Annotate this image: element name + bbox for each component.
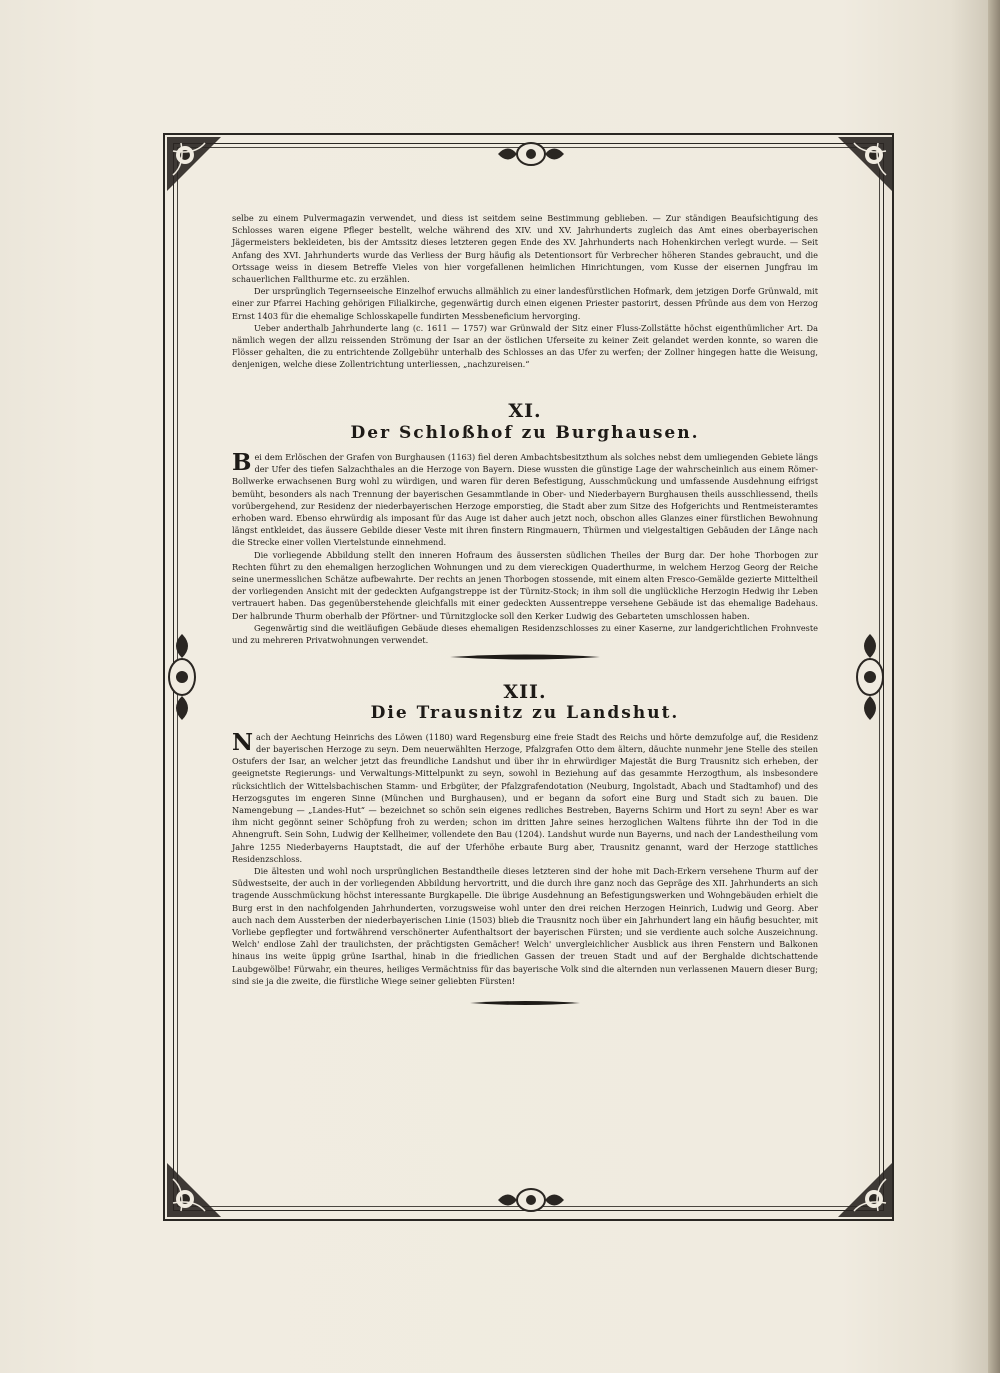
section-xii-heading: Die Trausnitz zu Landshut.: [370, 702, 680, 723]
section-xii-dropcap: N: [232, 728, 254, 756]
frame-ornament-top: [496, 137, 566, 171]
closing-rule-ornament: [470, 999, 580, 1007]
section-xi-paragraph-3: Gegenwärtig sind die weitläufigen Gebäude dieses ehemaligen Residenzschlosses zu einer Kaserne, zur landgerichtlichen Frohnveste und zu mehreren Privatwohnungen verwendet.: [232, 622, 818, 646]
corner-ornament-top-right: [836, 135, 894, 193]
section-xii-paragraph-2: Die ältesten und wohl noch ursprünglichen Bestandtheile dieses letzteren sind der hohe mit Dach-Erkern versehene Thurm auf der Südwestseite, der auch in der vorliegenden Abbildung hervortritt, und die durch ihre ganz noch das Gepräge des XII. Jahrhunderts an sich tragende Ausschmückung höchst interessante Burgkapelle. Die übrige Ausdehnung an Befestigungswerken und Wohngebäuden erhielt die Burg erst in den nachfolgenden Jahrhunderten, vorzugsweise wohl unter den drei reichen Herzogen Heinrich, Ludwig und Georg. Aber auch nach dem Aussterben der niederbayerischen Linie (1503) blieb die Trausnitz noch über ein Jahrhundert lang ein häufig besuchter, mit Vorliebe gepflegter und fortwährend verschönerter Aufenthaltsort der bayerischen Fürsten; und sie verdiente auch solche Auszeichnung. Welch' endlose Zahl der traulichsten, der prächtigsten Gemächer! Welch' unvergleichlicher Ausblick aus ihren Fenstern und Balkonen hinaus ins weite üppig grüne Isarthal, hinab in die friedlichen Gassen der treuen Stadt und auf der Berghalde dichtschattende Laubgewölbe! Fürwahr, ein theures, heiliges Vermächtniss für das bayerische Volk sind die alternden nun verlassenen Mauern dieser Burg; sind sie ja die zweite, die fürstliche Wiege seiner geliebten Fürsten!: [232, 865, 818, 986]
frame-ornament-right: [848, 632, 892, 722]
corner-ornament-bottom-left: [165, 1161, 223, 1219]
section-xii-first-paragraph: [232, 728, 818, 865]
section-xii-numeral: XII.: [503, 681, 547, 704]
intro-paragraph-2: Der ursprünglich Tegernseeische Einzelhof erwuchs allmählich zu einer landesfürstlichen Hofmark, dem jetzigen Dorfe Grünwald, mit einer zur Pfarrei Haching gehörigen Filialkirche, gegenwärtig durch einen eigenen Priester pastorirt, dessen Pfründe aus dem von Herzog Ernst 1403 für die ehemalige Schlosskapelle fundirten Messbeneficium hervorging.: [232, 286, 818, 321]
section-divider-ornament: [450, 652, 600, 662]
section-xi-first-paragraph-text: ei dem Erlöschen der Grafen von Burghausen (1163) fiel deren Ambachtsbesitzthum als solches nebst dem umliegenden Gebiete längs der Ufer des tiefen Salzachthales an die Herzoge von Bayern. Diese wussten die günstige Lage der wahrscheinlich aus einem Römer-Bollwerke erwachsenen Burg wohl zu würdigen, und waren für deren Befestigung, Ausschmückung und umfassende Ausdehnung eifrigst bemüht, besonders als nach Trennung der bayerischen Gesammtlande in Ober- und Niederbayern Burghausen theils ausschliessend, theils vorübergehend, zur Residenz der niederbayerischen Herzoge emporstieg, die Stadt aber zum Sitze des Hofgerichts und Rentmeisteramtes erhoben ward. Ebenso ehrwürdig als imposant für das Auge ist daher auch jetzt noch, obschon alles Glanzes einer fürstlichen Bewohnung längst entkleidet, das äussere Gebilde dieser Veste mit ihren finstern Ringmauern, Thürmen und vielgestaltigen Gebäuden der Länge nach die Strecke einer vollen Viertelstunde einnehmend.: [232, 452, 818, 548]
section-xii-first-paragraph-text: ach der Aechtung Heinrichs des Löwen (1180) ward Regensburg eine freie Stadt des Reichs und hörte demzufolge auf, die Residenz der bayerischen Herzoge zu seyn. Dem neuerwählten Herzoge, Pfalzgrafen Otto dem ältern, däuchte nunmehr jene Stelle des steilen Ostufers der Isar, an welcher jetzt das freundliche Landshut und über ihr in ehrwürdiger Majestät die Burg Trausnitz sich erheben, der geeignetste Regierungs- und Verwaltungs-Mittelpunkt zu seyn, sowohl in Beziehung auf das gesammte Herzogthum, als insbesondere rücksichtlich der Wittelsbachischen Stamm- und Erbgüter, der Pfalzgrafendotation (Neuburg, Ingolstadt, Abach und Stadtamhof) und des Herzogsgutes im engeren Sinne (München und Burghausen), und er begann da sofort eine Burg und Stadt sich zu bauen. Die Namengebung — „Landes-Hut“ — bezeichnet so schön sein eigenes redliches Bestreben, Bayerns Schirm und Hort zu seyn! Aber es war ihm nicht gegönnt seiner Schöpfung froh zu werden; schon im dritten Jahre seines herzoglichen Waltens führte ihn der Tod in die Ahnengruft. Sein Sohn, Ludwig der Kellheimer, vollendete den Bau (1204). Landshut wurde nun Bayerns, und nach der Landestheilung vom Jahre 1255 Niederbayerns Hauptstadt, die auf der Uferhöhe erbaute Burg aber, Trausnitz genannt, ward der Herzoge stattliches Residenzschloss.: [232, 731, 818, 864]
book-gutter: [988, 0, 1000, 1373]
section-xi-paragraph-2: Die vorliegende Abbildung stellt den inneren Hofraum des äussersten südlichen Theiles der Burg dar. Der hohe Thorbogen zur Rechten führt zu den ehemaligen herzoglichen Wohnungen und zu dem viereckigen Quaderthurme, in welchem Herzog Georg der Reiche seine unermesslichen Schätze aufbewahrte. Der rechts an jenen Thorbogen stossende, mit einem alten Fresco-Gemälde gezierte Mitteltheil der vorliegenden Ansicht mit der gedeckten Aufgangstreppe ist der Türnitz-Stock; in ihm soll die unglückliche Herzogin Hedwig ihr Leben vertrauert haben. Das gegenüberstehende gleichfalls mit einer gedeckten Aussentreppe versehene Gebäude ist das ehemalige Badehaus. Der halbrunde Thurm oberhalb der Pförtner- und Türnitzglocke soll den Kerker Ludwig des Gebarteten umschlossen haben.: [232, 549, 818, 621]
corner-ornament-top-left: [165, 135, 223, 193]
section-xi-dropcap: B: [232, 449, 252, 477]
intro-paragraph-3: Ueber anderthalb Jahrhunderte lang (c. 1611 — 1757) war Grünwald der Sitz einer Fluss-Zollstätte höchst eigenthümlicher Art. Da nämlich wegen der allzu reissenden Strömung der Isar an der östlichen Uferseite zu keiner Zeit gelandet werden konnte, so waren die Flösser gehalten, die zu entrichtende Zollgebühr unterhalb des Schlosses an das Ufer zu werfen; der Zollner hingegen hatte die Weisung, denjenigen, welche diese Zollentrichtung unterliessen, „nachzureisen.“: [232, 322, 818, 370]
section-xi-numeral: XI.: [508, 399, 542, 422]
corner-ornament-bottom-right: [836, 1161, 894, 1219]
section-xi-first-paragraph: [232, 451, 818, 549]
section-xi-heading: Der Schloßhof zu Burghausen.: [350, 422, 700, 443]
intro-paragraph-1: selbe zu einem Pulvermagazin verwendet, und diess ist seitdem seine Bestimmung geblieben. — Zur ständigen Beaufsichtigung des Schlosses waren eigene Pfleger bestellt, welche während des XIV. und XV. Jahrhunderts zugleich das Amt eines oberbayerischen Jägermeisters bekleideten, bis der Amtssitz dieses letzteren gegen Ende des XV. Jahrhunderts nach Hohenkirchen verlegt wurde. — Seit Anfang des XVI. Jahrhunderts wurde das Verliess der Burg häufig als Detentionsort für Verbrecher höheren Standes gebraucht, und die Ortssage weiss in diesem Betreffe Vieles von hier vorgefallenen heimlichen Hinrichtungen, vom Kusse der eisernen Jungfrau im schauerlichen Fallthurme etc. zu erzählen.: [232, 213, 818, 285]
frame-ornament-bottom: [496, 1183, 566, 1217]
frame-ornament-left: [160, 632, 204, 722]
page-text-block: [232, 212, 818, 1011]
